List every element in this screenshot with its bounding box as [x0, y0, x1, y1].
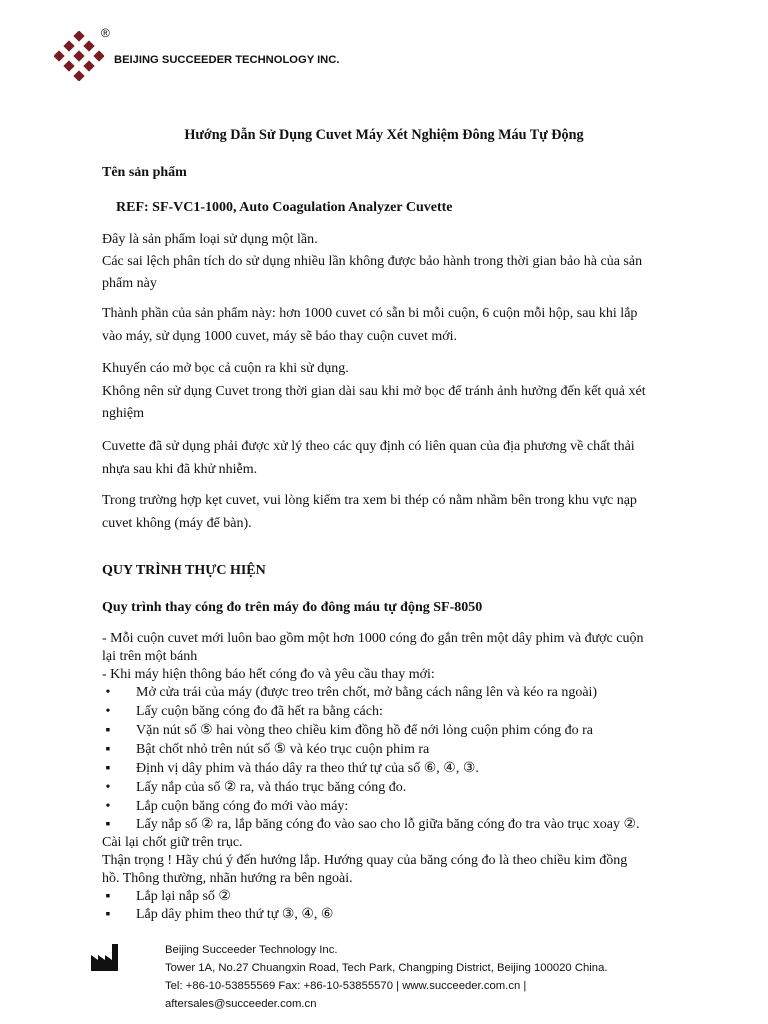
procedure-intro-line-1: - Mỗi cuộn cuvet mới luôn bao gồm một hơn 1000 cóng đo gắn trên một dây phim và được cuộn: [102, 631, 644, 646]
bullet-marker: ▪: [105, 907, 111, 922]
footer-address: Tower 1A, No.27 Chuangxin Road, Tech Park, Changping District, Beijing 100020 China.: [165, 962, 608, 974]
procedure-continuation: Cài lại chốt giữ trên trục.: [102, 835, 243, 850]
paragraph-1-line-1: Đây là sản phẩm loại sử dụng một lần.: [102, 232, 318, 247]
list-item-text: Lắp cuộn băng cóng đo mới vào máy:: [136, 799, 349, 814]
list-item-text: Lắp dây phim theo thứ tự ③, ④, ⑥: [136, 907, 334, 922]
footer-contact: Tel: +86-10-53855569 Fax: +86-10-53855570 | www.succeeder.com.cn |: [165, 980, 527, 992]
procedure-heading: QUY TRÌNH THỰC HIỆN: [102, 563, 266, 578]
paragraph-5-line-2: cuvet không (máy để bàn).: [102, 516, 252, 531]
bullet-marker: •: [105, 685, 111, 700]
list-item-text: Lấy cuộn băng cóng đo đã hết ra bằng cách:: [136, 704, 383, 719]
caution-line-1: Thận trọng ! Hãy chú ý đến hướng lắp. Hướng quay của băng cóng đo là theo chiều kim đồng: [102, 853, 628, 868]
paragraph-1-line-2: Các sai lệch phân tích do sử dụng nhiều lần không được bảo hành trong thời gian bảo hà của sản: [102, 254, 643, 269]
paragraph-3-line-1: Khuyến cáo mở bọc cả cuộn ra khi sử dụng.: [102, 361, 349, 376]
company-name: BEIJING SUCCEEDER TECHNOLOGY INC.: [114, 54, 340, 66]
bullet-marker: ▪: [105, 817, 111, 832]
bullet-marker: ▪: [105, 761, 111, 776]
procedure-intro-line-3: - Khi máy hiện thông báo hết cóng đo và yêu cầu thay mới:: [102, 667, 435, 682]
footer-email: aftersales@succeeder.com.cn: [165, 998, 317, 1010]
paragraph-2-line-2: vào máy, sử dụng 1000 cuvet, máy sẽ báo thay cuộn cuvet mới.: [102, 329, 458, 344]
list-item-text: Mở cửa trái của máy (được treo trên chốt, mở bằng cách nâng lên và kéo ra ngoài): [136, 685, 598, 700]
factory-icon: [90, 942, 120, 972]
paragraph-2-line-1: Thành phần của sản phẩm này: hơn 1000 cuvet có sẵn bi mỗi cuộn, 6 cuộn mỗi hộp, sau khi lắp: [102, 306, 638, 321]
bullet-marker: •: [105, 780, 111, 795]
footer-company: Beijing Succeeder Technology Inc.: [165, 944, 338, 956]
paragraph-1-line-3: phẩm này: [102, 276, 157, 291]
document-title: Hướng Dẫn Sử Dụng Cuvet Máy Xét Nghiệm Đông Máu Tự Động: [184, 127, 584, 143]
list-item-text: Lắp lại nắp số ②: [136, 889, 231, 904]
list-item-text: Lấy nắp của số ② ra, và tháo trục băng cóng đo.: [136, 780, 407, 795]
paragraph-3-line-3: nghiệm: [102, 406, 144, 421]
list-item-text: Bật chốt nhỏ trên nút số ⑤ và kéo trục cuộn phim ra: [136, 742, 430, 757]
product-ref: REF: SF-VC1-1000, Auto Coagulation Analyzer Cuvette: [116, 200, 453, 215]
product-heading: Tên sản phẩm: [102, 165, 187, 180]
procedure-intro-line-2: lại trên một bánh: [102, 649, 198, 664]
company-logo-icon: [54, 31, 104, 81]
list-item-text: Vặn nút số ⑤ hai vòng theo chiều kim đồng hồ để nới lỏng cuộn phim cóng đo ra: [136, 723, 593, 738]
paragraph-5-line-1: Trong trường hợp kẹt cuvet, vui lòng kiểm tra xem bi thép có nằm nhầm bên trong khu vực nạp: [102, 493, 637, 508]
paragraph-4-line-2: nhựa sau khi đã khử nhiễm.: [102, 462, 258, 477]
paragraph-3-line-2: Không nên sử dụng Cuvet trong thời gian dài sau khi mở bọc để tránh ảnh hưởng đến kết quả xét: [102, 384, 646, 399]
paragraph-4-line-1: Cuvette đã sử dụng phải được xử lý theo các quy định có liên quan của địa phương về chất thải: [102, 439, 635, 454]
bullet-marker: ▪: [105, 742, 111, 757]
list-item-text: Định vị dây phim và tháo dây ra theo thứ tự của số ⑥, ④, ③.: [136, 761, 479, 776]
caution-line-2: hồ. Thông thường, nhãn hướng ra bên ngoài.: [102, 871, 353, 886]
bullet-marker: •: [105, 704, 111, 719]
procedure-subheading: Quy trình thay cóng đo trên máy đo đông máu tự động SF-8050: [102, 600, 483, 615]
bullet-marker: ▪: [105, 889, 111, 904]
list-item-text: Lấy nắp số ② ra, lắp băng cóng đo vào sao cho lỗ giữa băng cóng đo tra vào trục xoay ②.: [136, 817, 640, 832]
bullet-marker: •: [105, 799, 111, 814]
bullet-marker: ▪: [105, 723, 111, 738]
registered-mark: ®: [101, 26, 110, 40]
